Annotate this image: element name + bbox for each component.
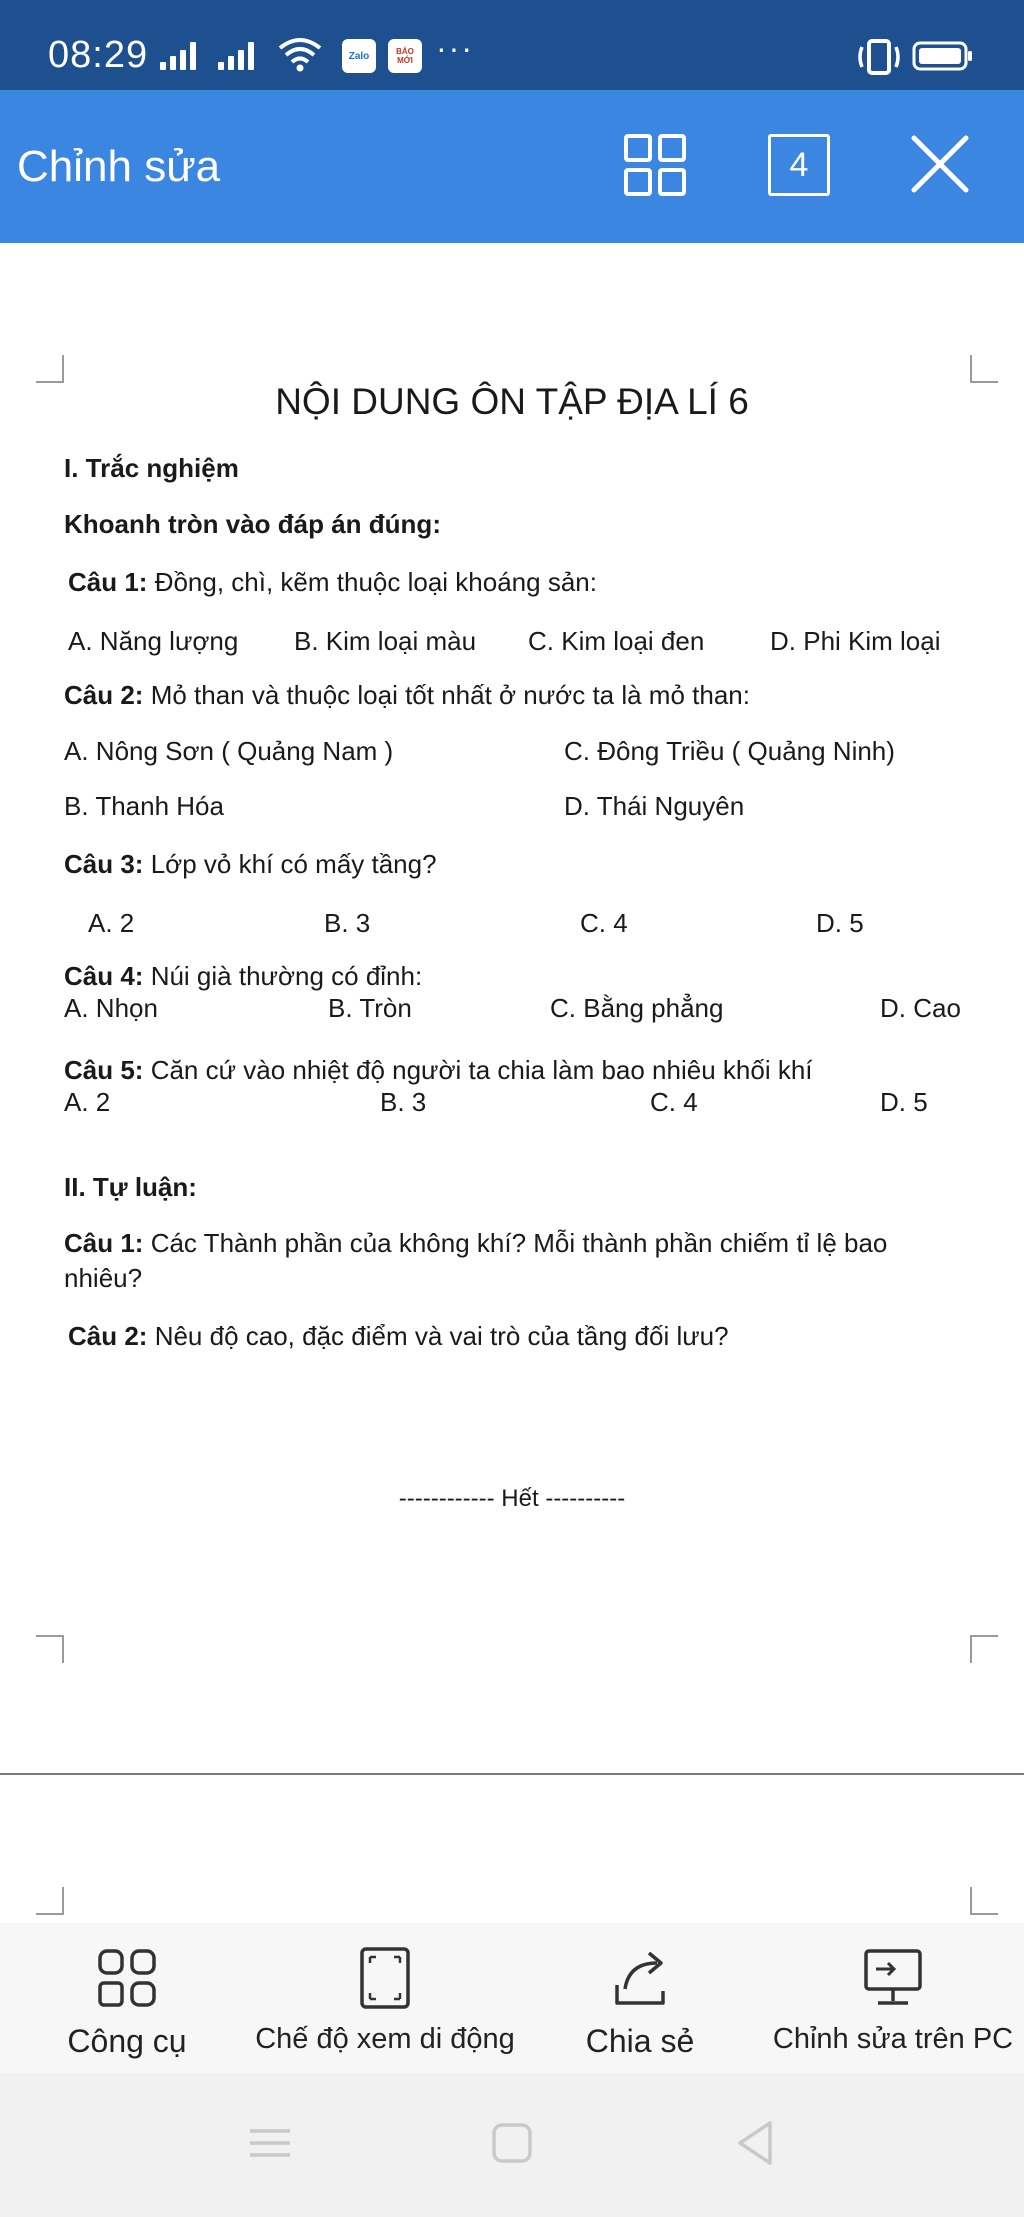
answer-option: C. Bằng phẳng [550, 993, 724, 1023]
grid-view-button[interactable] [622, 132, 688, 198]
tools-grid-icon [94, 1945, 160, 2011]
zalo-icon: Zalo [342, 39, 376, 73]
answer-option: D. Thái Nguyên [564, 791, 745, 821]
system-nav-bar [0, 2073, 1024, 2217]
crop-mark [970, 1887, 998, 1915]
menu-icon[interactable] [244, 2117, 296, 2169]
question-2: Câu 2: Mỏ than và thuộc loại tốt nhất ở nước ta là mỏ than: [64, 680, 750, 710]
essay-question-2: Câu 2: Nêu độ cao, đặc điểm và vai trò của tầng đối lưu? [68, 1321, 729, 1351]
answer-option: A. Nông Sơn ( Quảng Nam ) [64, 736, 394, 766]
answer-option: B. Thanh Hóa [64, 791, 224, 821]
answer-option: D. 5 [816, 908, 864, 938]
crop-mark [970, 1635, 998, 1663]
answer-option: D. Phi Kim loại [770, 626, 941, 656]
home-icon[interactable] [486, 2117, 538, 2169]
essay-question-1-cont: nhiêu? [64, 1263, 143, 1293]
share-button[interactable] [572, 1945, 708, 2060]
tools-button[interactable] [62, 1945, 192, 2060]
mobile-view-icon [352, 1945, 418, 2011]
answer-option: B. 3 [380, 1087, 427, 1117]
status-bar [0, 0, 1024, 90]
close-button[interactable] [908, 132, 972, 196]
answer-option: B. Tròn [328, 993, 412, 1023]
essay-question-1: Câu 1: Các Thành phần của không khí? Mỗi thành phần chiếm tỉ lệ bao [64, 1228, 888, 1258]
answer-option: A. 2 [64, 1087, 111, 1117]
answer-option: D. 5 [880, 1087, 928, 1117]
document-title: NỘI DUNG ÔN TẬP ĐỊA LÍ 6 [275, 381, 749, 422]
signal-icon [218, 40, 254, 70]
crop-mark [36, 1635, 64, 1663]
page-count-button[interactable]: 4 [768, 134, 830, 196]
status-time: 08:29 [48, 34, 149, 76]
app-bar [0, 90, 1024, 243]
monitor-edit-icon [860, 1945, 926, 2011]
section-heading: II. Tự luận: [64, 1172, 197, 1202]
answer-option: A. Nhọn [64, 993, 158, 1023]
crop-mark [970, 355, 998, 383]
more-notifications-icon: ··· [436, 30, 474, 66]
signal-icon [160, 40, 196, 70]
crop-mark [36, 1887, 64, 1915]
answer-option: A. 2 [88, 908, 135, 938]
vibrate-icon [854, 38, 904, 76]
share-icon [607, 1945, 673, 2011]
section-heading: I. Trắc nghiệm [64, 453, 239, 483]
page-divider [0, 1773, 1024, 1775]
question-3: Câu 3: Lớp vỏ khí có mấy tầng? [64, 849, 437, 879]
app-bar-title: Chỉnh sửa [17, 142, 221, 191]
crop-mark [36, 355, 64, 383]
back-icon[interactable] [730, 2117, 782, 2169]
battery-icon [912, 40, 974, 72]
document-page[interactable] [0, 243, 1024, 1923]
mobile-view-button[interactable] [250, 1945, 520, 2056]
edit-on-pc-button[interactable] [762, 1945, 1024, 2056]
edit-on-pc-label: Chỉnh sửa trên PC [772, 2023, 1014, 2055]
share-label: Chia sẻ [585, 2023, 695, 2059]
instruction-text: Khoanh tròn vào đáp án đúng: [64, 509, 441, 539]
answer-option: B. Kim loại màu [294, 626, 477, 656]
wifi-icon [278, 36, 322, 72]
answer-option: A. Năng lượng [68, 626, 239, 656]
answer-option: C. Đông Triều ( Quảng Ninh) [564, 736, 895, 766]
bottom-toolbar [0, 1923, 1024, 2073]
mobile-view-label: Chế độ xem di động [255, 2023, 515, 2055]
answer-option: B. 3 [324, 908, 371, 938]
question-1: Câu 1: Đồng, chì, kẽm thuộc loại khoáng sản: [68, 567, 597, 597]
bao-moi-icon: BÁO MỚI [388, 39, 422, 73]
answer-option: C. 4 [580, 908, 628, 938]
tools-label: Công cụ [67, 2023, 187, 2059]
question-5: Câu 5: Căn cứ vào nhiệt độ người ta chia làm bao nhiêu khối khí [64, 1055, 813, 1085]
answer-option: C. Kim loại đen [528, 626, 705, 656]
end-marker: ------------ Hết ---------- [398, 1485, 626, 1512]
answer-option: C. 4 [650, 1087, 698, 1117]
answer-option: D. Cao [880, 993, 961, 1023]
question-4: Câu 4: Núi già thường có đỉnh: [64, 961, 423, 991]
